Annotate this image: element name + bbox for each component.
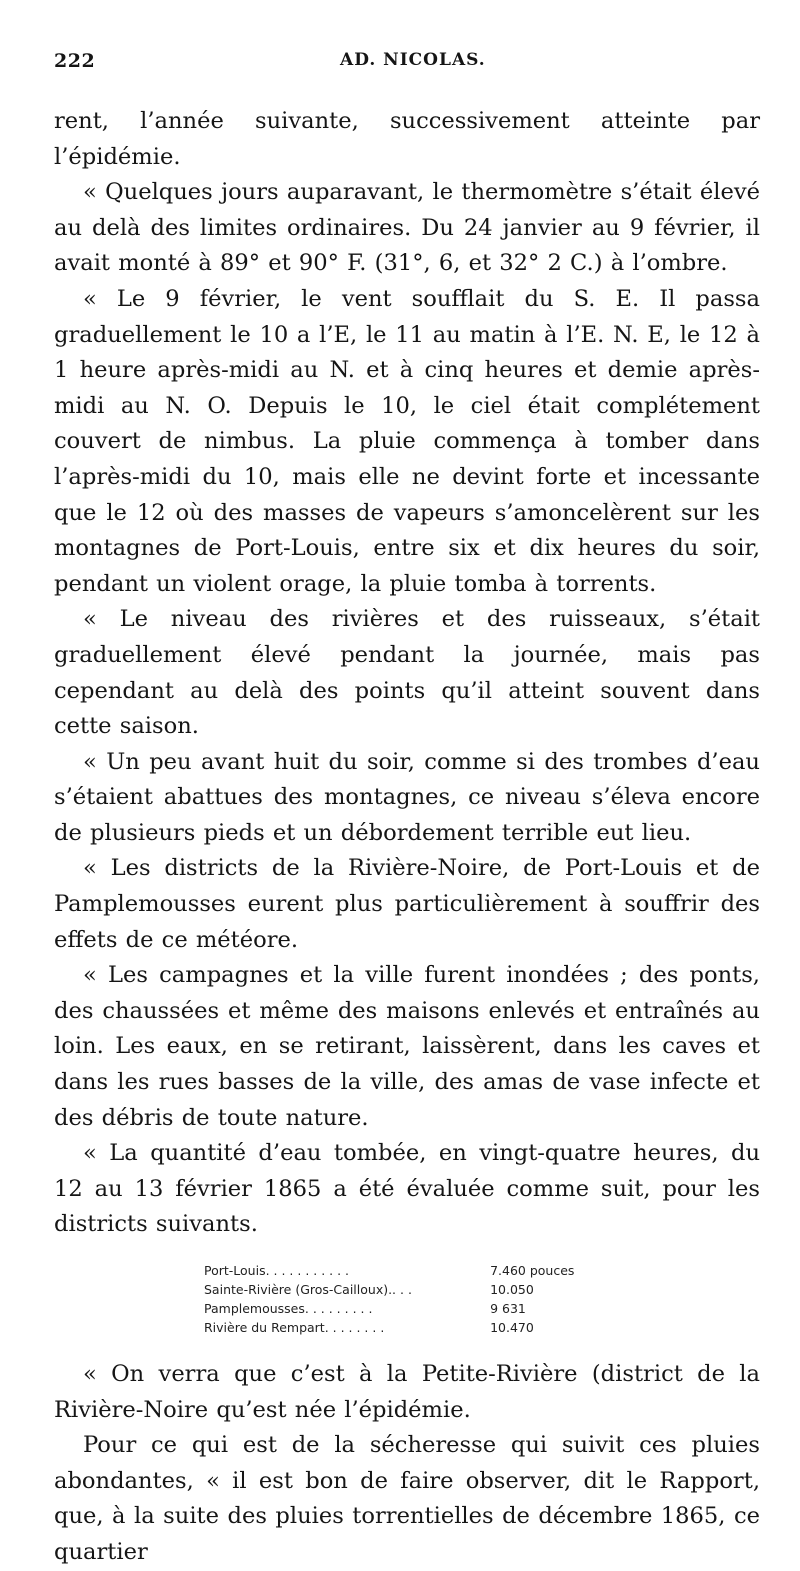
paragraph-flood: « Un peu avant huit du soir, comme si des trombes d’eau s’étaient abattues des montagnes, ce niveau s’éleva encore de plusieurs pieds et un débordement terrible eut lieu. [54,748,760,846]
paragraph-river-level: « Le niveau des rivières et des ruisseaux, s’était graduellement élevé pendant la journée, mais pas cependant au delà des points qu’il atteint souvent dans cette saison. [54,606,760,740]
table-row [204,1318,604,1337]
paragraph-wind-rain: « Le 9 février, le vent soufflait du S. E. Il passa graduellement le 10 a l’E, le 11 au matin à l’E. N. E, le 12 à 1 heure après-midi au N. et à cinq heures et demie après-midi au N. O. Depuis le 10, le ciel était complétement couvert de nimbus. La pluie commença à tomber dans l’après-midi du 10, mais elle ne devint forte et incessante que le 12 où des masses de vapeurs s’amoncelèrent sur les montagnes de Port-Louis, entre six et dix heures du soir, pendant un violent orage, la pluie tomba à torrents. [54,285,760,597]
rainfall-amount: 7.460 pouces [490,1263,575,1278]
rainfall-amount: 10.470 [490,1320,534,1335]
paragraph-thermometer: « Quelques jours auparavant, le thermomètre s’était élevé au delà des limites ordinaires. Du 24 janvier au 9 février, il avait monté à 89° et 90° F. (31°, 6, et 32° 2 C.) à l’ombre. [54,179,760,277]
running-head [54,46,760,76]
district-name: Pamplemousses. . . . . . . . . [204,1301,373,1316]
rainfall-amount: 9 631 [490,1301,526,1316]
table-row [204,1261,604,1280]
rainfall-table [204,1261,604,1337]
body-text [54,104,760,1571]
paragraph-epidemic-origin: « On verra que c’est à la Petite-Rivière (district de la Rivière-Noire qu’est née l’épidémie. [54,1361,760,1423]
paragraph-continuation: rent, l’année suivante, successivement atteinte par l’épidémie. [54,108,760,170]
district-name: Port-Louis. . . . . . . . . . . [204,1263,350,1278]
table-row [204,1280,604,1299]
paragraph-rain-quantity: « La quantité d’eau tombée, en vingt-quatre heures, du 12 au 13 février 1865 a été évaluée comme suit, pour les districts suivants. [54,1140,760,1238]
page-number: 222 [54,50,96,72]
rainfall-amount: 10.050 [490,1282,534,1297]
district-name: Sainte-Rivière (Gros-Cailloux).. . . [204,1282,412,1297]
table-row [204,1299,604,1318]
paragraph-drought: Pour ce qui est de la sécheresse qui suivit ces pluies abondantes, « il est bon de faire observer, dit le Rapport, que, à la suite des pluies torrentielles de décembre 1865, ce quartier [54,1432,760,1565]
running-title: AD. NICOLAS. [340,50,486,70]
paragraph-districts: « Les districts de la Rivière-Noire, de Port-Louis et de Pamplemousses eurent plus particulièrement à souffrir des effets de ce météore. [54,855,760,953]
paragraph-damage: « Les campagnes et la ville furent inondées ; des ponts, des chaussées et même des maisons enlevés et entraînés au loin. Les eaux, en se retirant, laissèrent, dans les caves et dans les rues basses de la ville, des amas de vase infecte et des débris de toute nature. [54,962,760,1131]
district-name: Rivière du Rempart. . . . . . . . [204,1320,385,1335]
